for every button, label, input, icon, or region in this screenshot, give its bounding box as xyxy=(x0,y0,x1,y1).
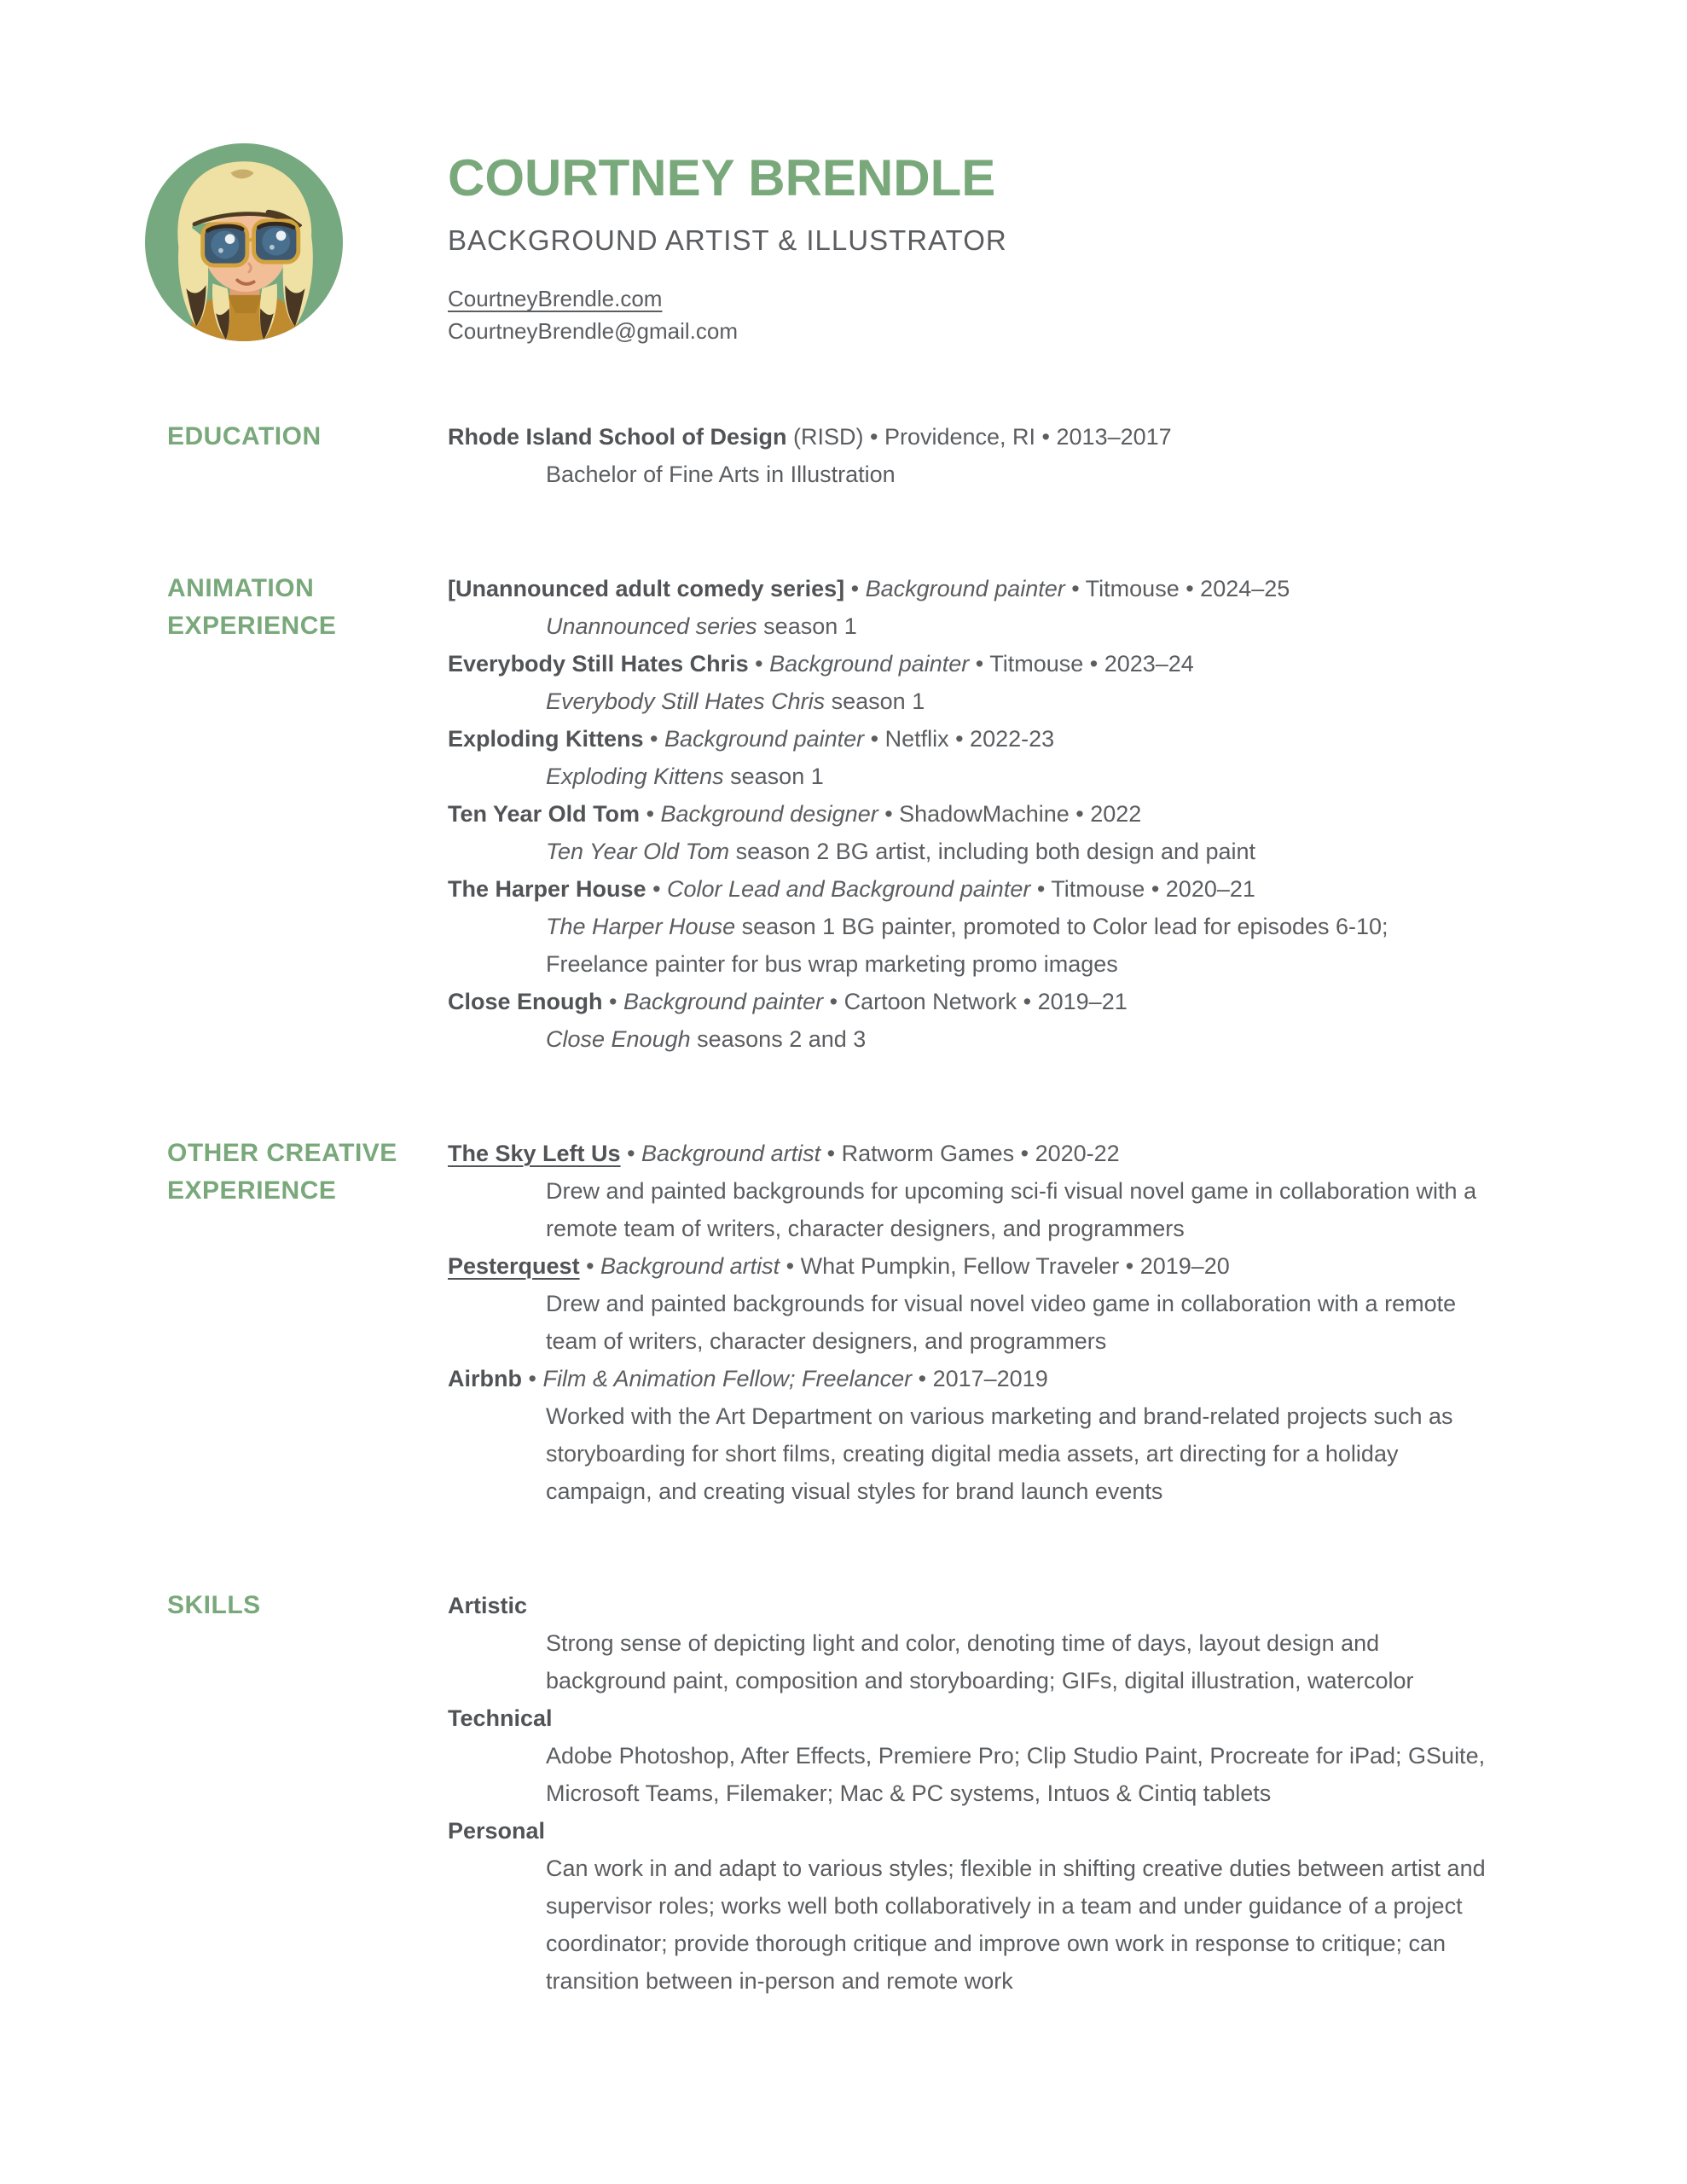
entry-text: Worked with the Art Department on various marketing and brand-related projects such as storyboarding for short films, creating digital media assets, art directing for a holiday campaign, and creating visual styles for brand launch events xyxy=(546,1403,1453,1504)
entry-role: Color Lead and Background painter xyxy=(667,876,1031,902)
entry-detail xyxy=(546,945,1493,983)
entry-detail xyxy=(546,758,1493,795)
entry-text: • xyxy=(620,1141,642,1166)
section-body-skills xyxy=(448,1587,1516,2000)
entry-text: season 1 xyxy=(825,688,925,714)
entry-text: • ShadowMachine • 2022 xyxy=(878,801,1142,827)
entry-text: • Ratworm Games • 2020-22 xyxy=(820,1141,1120,1166)
entry-line xyxy=(448,1247,1516,1285)
header xyxy=(0,0,1687,418)
entry-text: seasons 2 and 3 xyxy=(690,1026,867,1052)
entry-link[interactable]: Pesterquest xyxy=(448,1253,580,1279)
entry-title: Personal xyxy=(448,1818,546,1844)
entry-line xyxy=(448,1699,1516,1737)
entry-title: Exploding Kittens xyxy=(448,726,644,752)
entry-text: (RISD) • Providence, RI • 2013–2017 xyxy=(786,424,1172,450)
entry-title: Artistic xyxy=(448,1593,528,1618)
entry-line xyxy=(448,645,1516,682)
entry-text: season 2 BG artist, including both design and paint xyxy=(729,839,1256,864)
entry-role: Unannounced series xyxy=(546,613,757,639)
entry-title: Airbnb xyxy=(448,1366,522,1391)
section-heading-skills: SKILLS xyxy=(167,1591,261,1619)
entry-text: • xyxy=(522,1366,543,1391)
entry-line xyxy=(448,1812,1516,1850)
entry-detail xyxy=(546,607,1493,645)
sections xyxy=(167,418,1687,2000)
section-skills xyxy=(167,1587,1516,2000)
entry-text: season 1 BG painter, promoted to Color lead for episodes 6-10; xyxy=(735,914,1388,939)
entry-detail xyxy=(546,1397,1493,1510)
entry-text: • xyxy=(579,1253,601,1279)
entry-role: Background designer xyxy=(660,801,878,827)
entry-role: Ten Year Old Tom xyxy=(546,839,730,864)
entry-text: • xyxy=(602,989,623,1014)
entry-detail xyxy=(546,1172,1493,1247)
entry-role: Background painter xyxy=(865,576,1065,601)
entry-detail xyxy=(546,456,1493,493)
entry-text: Adobe Photoshop, After Effects, Premiere Pro; Clip Studio Paint, Procreate for iPad; GSuite, Microsoft Teams, Filemaker; Mac & PC systems, Intuos & Cintiq tablets xyxy=(546,1743,1486,1806)
entry-role: Background painter xyxy=(664,726,865,752)
section-heading-animation-experience: ANIMATION EXPERIENCE xyxy=(167,574,337,640)
entry-role: Background painter xyxy=(623,989,824,1014)
entry-text: Bachelor of Fine Arts in Illustration xyxy=(546,462,896,487)
section-body-education xyxy=(448,418,1516,493)
job-title: BACKGROUND ARTIST & ILLUSTRATOR xyxy=(448,224,1007,256)
entry-text: Drew and painted backgrounds for upcoming sci-fi visual novel game in collaboration with a remote team of writers, character designers, and programmers xyxy=(546,1178,1477,1241)
entry-role: Close Enough xyxy=(546,1026,691,1052)
entry-text: Strong sense of depicting light and color, denoting time of days, layout design and background paint, composition and storyboarding; GIFs, digital illustration, watercolor xyxy=(546,1630,1414,1693)
entry-text: • xyxy=(844,576,866,601)
avatar xyxy=(145,143,343,341)
entry-role: Film & Animation Fellow; Freelancer xyxy=(542,1366,913,1391)
entry-text: • xyxy=(643,726,664,752)
entry-text: • xyxy=(748,651,770,677)
entry-text: season 1 xyxy=(723,764,824,789)
entry-line xyxy=(448,795,1516,833)
entry-text: • Cartoon Network • 2019–21 xyxy=(823,989,1128,1014)
entry-line xyxy=(448,870,1516,908)
entry-line xyxy=(448,720,1516,758)
entry-detail xyxy=(546,1850,1493,2000)
entry-detail xyxy=(546,682,1493,720)
entry-text: • xyxy=(646,876,668,902)
entry-line xyxy=(448,1360,1516,1397)
entry-text: • What Pumpkin, Fellow Traveler • 2019–20 xyxy=(780,1253,1230,1279)
entry-role: Background artist xyxy=(641,1141,821,1166)
section-heading-education: EDUCATION xyxy=(167,422,322,450)
entry-text: Freelance painter for bus wrap marketing promo images xyxy=(546,951,1118,977)
entry-text: • Netflix • 2022-23 xyxy=(864,726,1055,752)
entry-detail xyxy=(546,908,1493,945)
entry-role: Exploding Kittens xyxy=(546,764,724,789)
entry-text: • xyxy=(640,801,661,827)
entry-title: Everybody Still Hates Chris xyxy=(448,651,749,677)
entry-title: Ten Year Old Tom xyxy=(448,801,641,827)
entry-line xyxy=(448,983,1516,1020)
entry-detail xyxy=(546,1624,1493,1699)
entry-text: • Titmouse • 2023–24 xyxy=(969,651,1194,677)
entry-detail xyxy=(546,1285,1493,1360)
avatar-illustration xyxy=(145,143,343,341)
entry-role: Everybody Still Hates Chris xyxy=(546,688,826,714)
website-link[interactable]: CourtneyBrendle.com xyxy=(448,286,663,311)
header-text xyxy=(448,149,1007,346)
section-body-other-creative-experience xyxy=(448,1135,1516,1510)
entry-line xyxy=(448,1135,1516,1172)
page-title: COURTNEY BRENDLE xyxy=(448,149,996,206)
entry-detail xyxy=(546,833,1493,870)
entry-text: • Titmouse • 2024–25 xyxy=(1064,576,1290,601)
entry-text: Drew and painted backgrounds for visual novel video game in collaboration with a remote team of writers, character designers, and programmers xyxy=(546,1291,1457,1354)
section-body-animation-experience xyxy=(448,570,1516,1058)
entry-role: Background painter xyxy=(769,651,970,677)
entry-text: season 1 xyxy=(757,613,857,639)
entry-title: Close Enough xyxy=(448,989,603,1014)
entry-detail xyxy=(546,1020,1493,1058)
entry-text: • 2017–2019 xyxy=(912,1366,1048,1391)
entry-title: Technical xyxy=(448,1705,553,1731)
email-text: CourtneyBrendle@gmail.com xyxy=(448,318,738,344)
entry-detail xyxy=(546,1737,1493,1812)
section-heading-other-creative-experience: OTHER CREATIVE EXPERIENCE xyxy=(167,1139,397,1205)
entry-link[interactable]: The Sky Left Us xyxy=(448,1141,621,1166)
entry-line xyxy=(448,1587,1516,1624)
entry-line xyxy=(448,570,1516,607)
entry-role: The Harper House xyxy=(546,914,736,939)
entry-title: Rhode Island School of Design xyxy=(448,424,787,450)
section-animation-experience xyxy=(167,570,1516,1058)
section-other-creative-experience xyxy=(167,1135,1516,1510)
entry-title: The Harper House xyxy=(448,876,646,902)
entry-line xyxy=(448,418,1516,456)
entry-title: [Unannounced adult comedy series] xyxy=(448,576,845,601)
entry-role: Background artist xyxy=(600,1253,780,1279)
contact-links xyxy=(448,283,1007,346)
entry-text: • Titmouse • 2020–21 xyxy=(1030,876,1255,902)
section-education xyxy=(167,418,1516,493)
entry-text: Can work in and adapt to various styles; flexible in shifting creative duties between artist and supervisor roles; works well both collaboratively in a team and under guidance of a project coordinator; provide thorough critique and improve own work in response to critique; can transition between in-person and remote work xyxy=(546,1856,1486,1994)
